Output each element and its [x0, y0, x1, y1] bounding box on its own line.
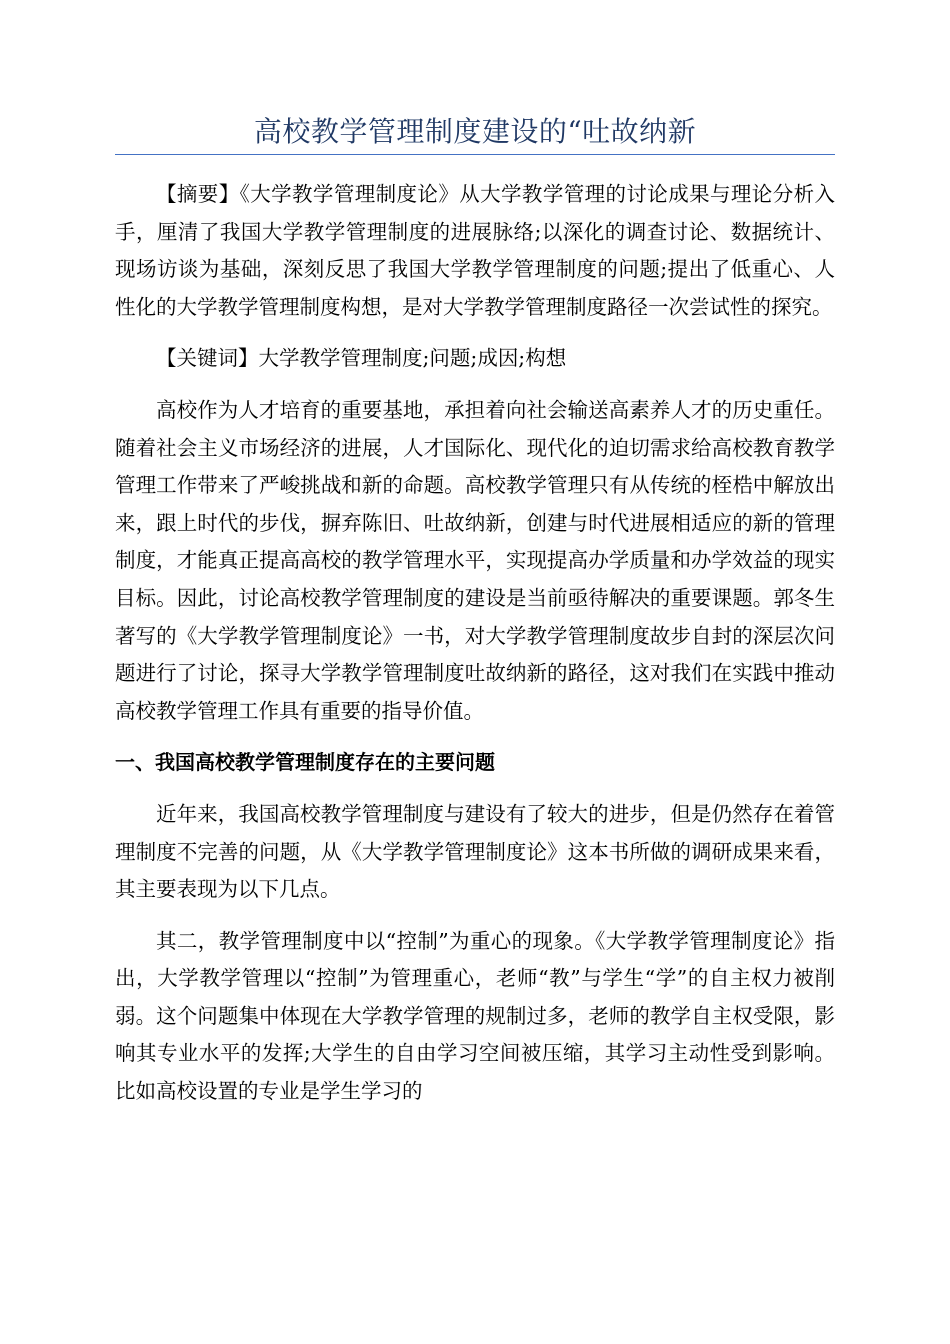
abstract-paragraph: 【摘要】《大学教学管理制度论》从大学教学管理的讨论成果与理论分析入手，厘清了我国大学教学管理制度的进展脉络;以深化的调查讨论、数据统计、现场访谈为基础，深刻反思了我国大学教学管理制度的问题;提出了低重心、人性化的大学教学管理制度构想，是对大学教学管理制度路径一次尝试性的探究。: [115, 182, 835, 319]
document-body: [115, 176, 835, 1125]
title-underline: [115, 154, 835, 155]
section-paragraph: 其二，教学管理制度中以“控制”为重心的现象。《大学教学管理制度论》指出，大学教学管理以“控制”为管理重心，老师“教”与学生“学”的自主权力被削弱。这个问题集中体现在大学教学管理的规制过多，老师的教学自主权受限，影响其专业水平的发挥;大学生的自由学习空间被压缩，其学习主动性受到影响。比如高校设置的专业是学生学习的: [115, 928, 835, 1104]
keywords-paragraph: 【关键词】大学教学管理制度;问题;成因;构想: [156, 346, 567, 371]
document-title: 高校教学管理制度建设的“吐故纳新: [253, 115, 697, 148]
section-paragraph: 近年来，我国高校教学管理制度与建设有了较大的进步，但是仍然存在着管理制度不完善的问题，从《大学教学管理制度论》这本书所做的调研成果来看，其主要表现为以下几点。: [115, 801, 835, 902]
section-heading: 一、我国高校教学管理制度存在的主要问题: [115, 750, 495, 775]
intro-paragraph: 高校作为人才培育的重要基地，承担着向社会输送高素养人才的历史重任。随着社会主义市场经济的进展，人才国际化、现代化的迫切需求给高校教育教学管理工作带来了严峻挑战和新的命题。高校教学管理只有从传统的桎梏中解放出来，跟上时代的步伐，摒弃陈旧、吐故纳新，创建与时代进展相适应的新的管理制度，才能真正提高高校的教学管理水平，实现提高办学质量和办学效益的现实目标。因此，讨论高校教学管理制度的建设是当前亟待解决的重要课题。郭冬生著写的《大学教学管理制度论》一书，对大学教学管理制度故步自封的深层次问题进行了讨论，探寻大学教学管理制度吐故纳新的路径，这对我们在实践中推动高校教学管理工作具有重要的指导价值。: [115, 397, 835, 723]
